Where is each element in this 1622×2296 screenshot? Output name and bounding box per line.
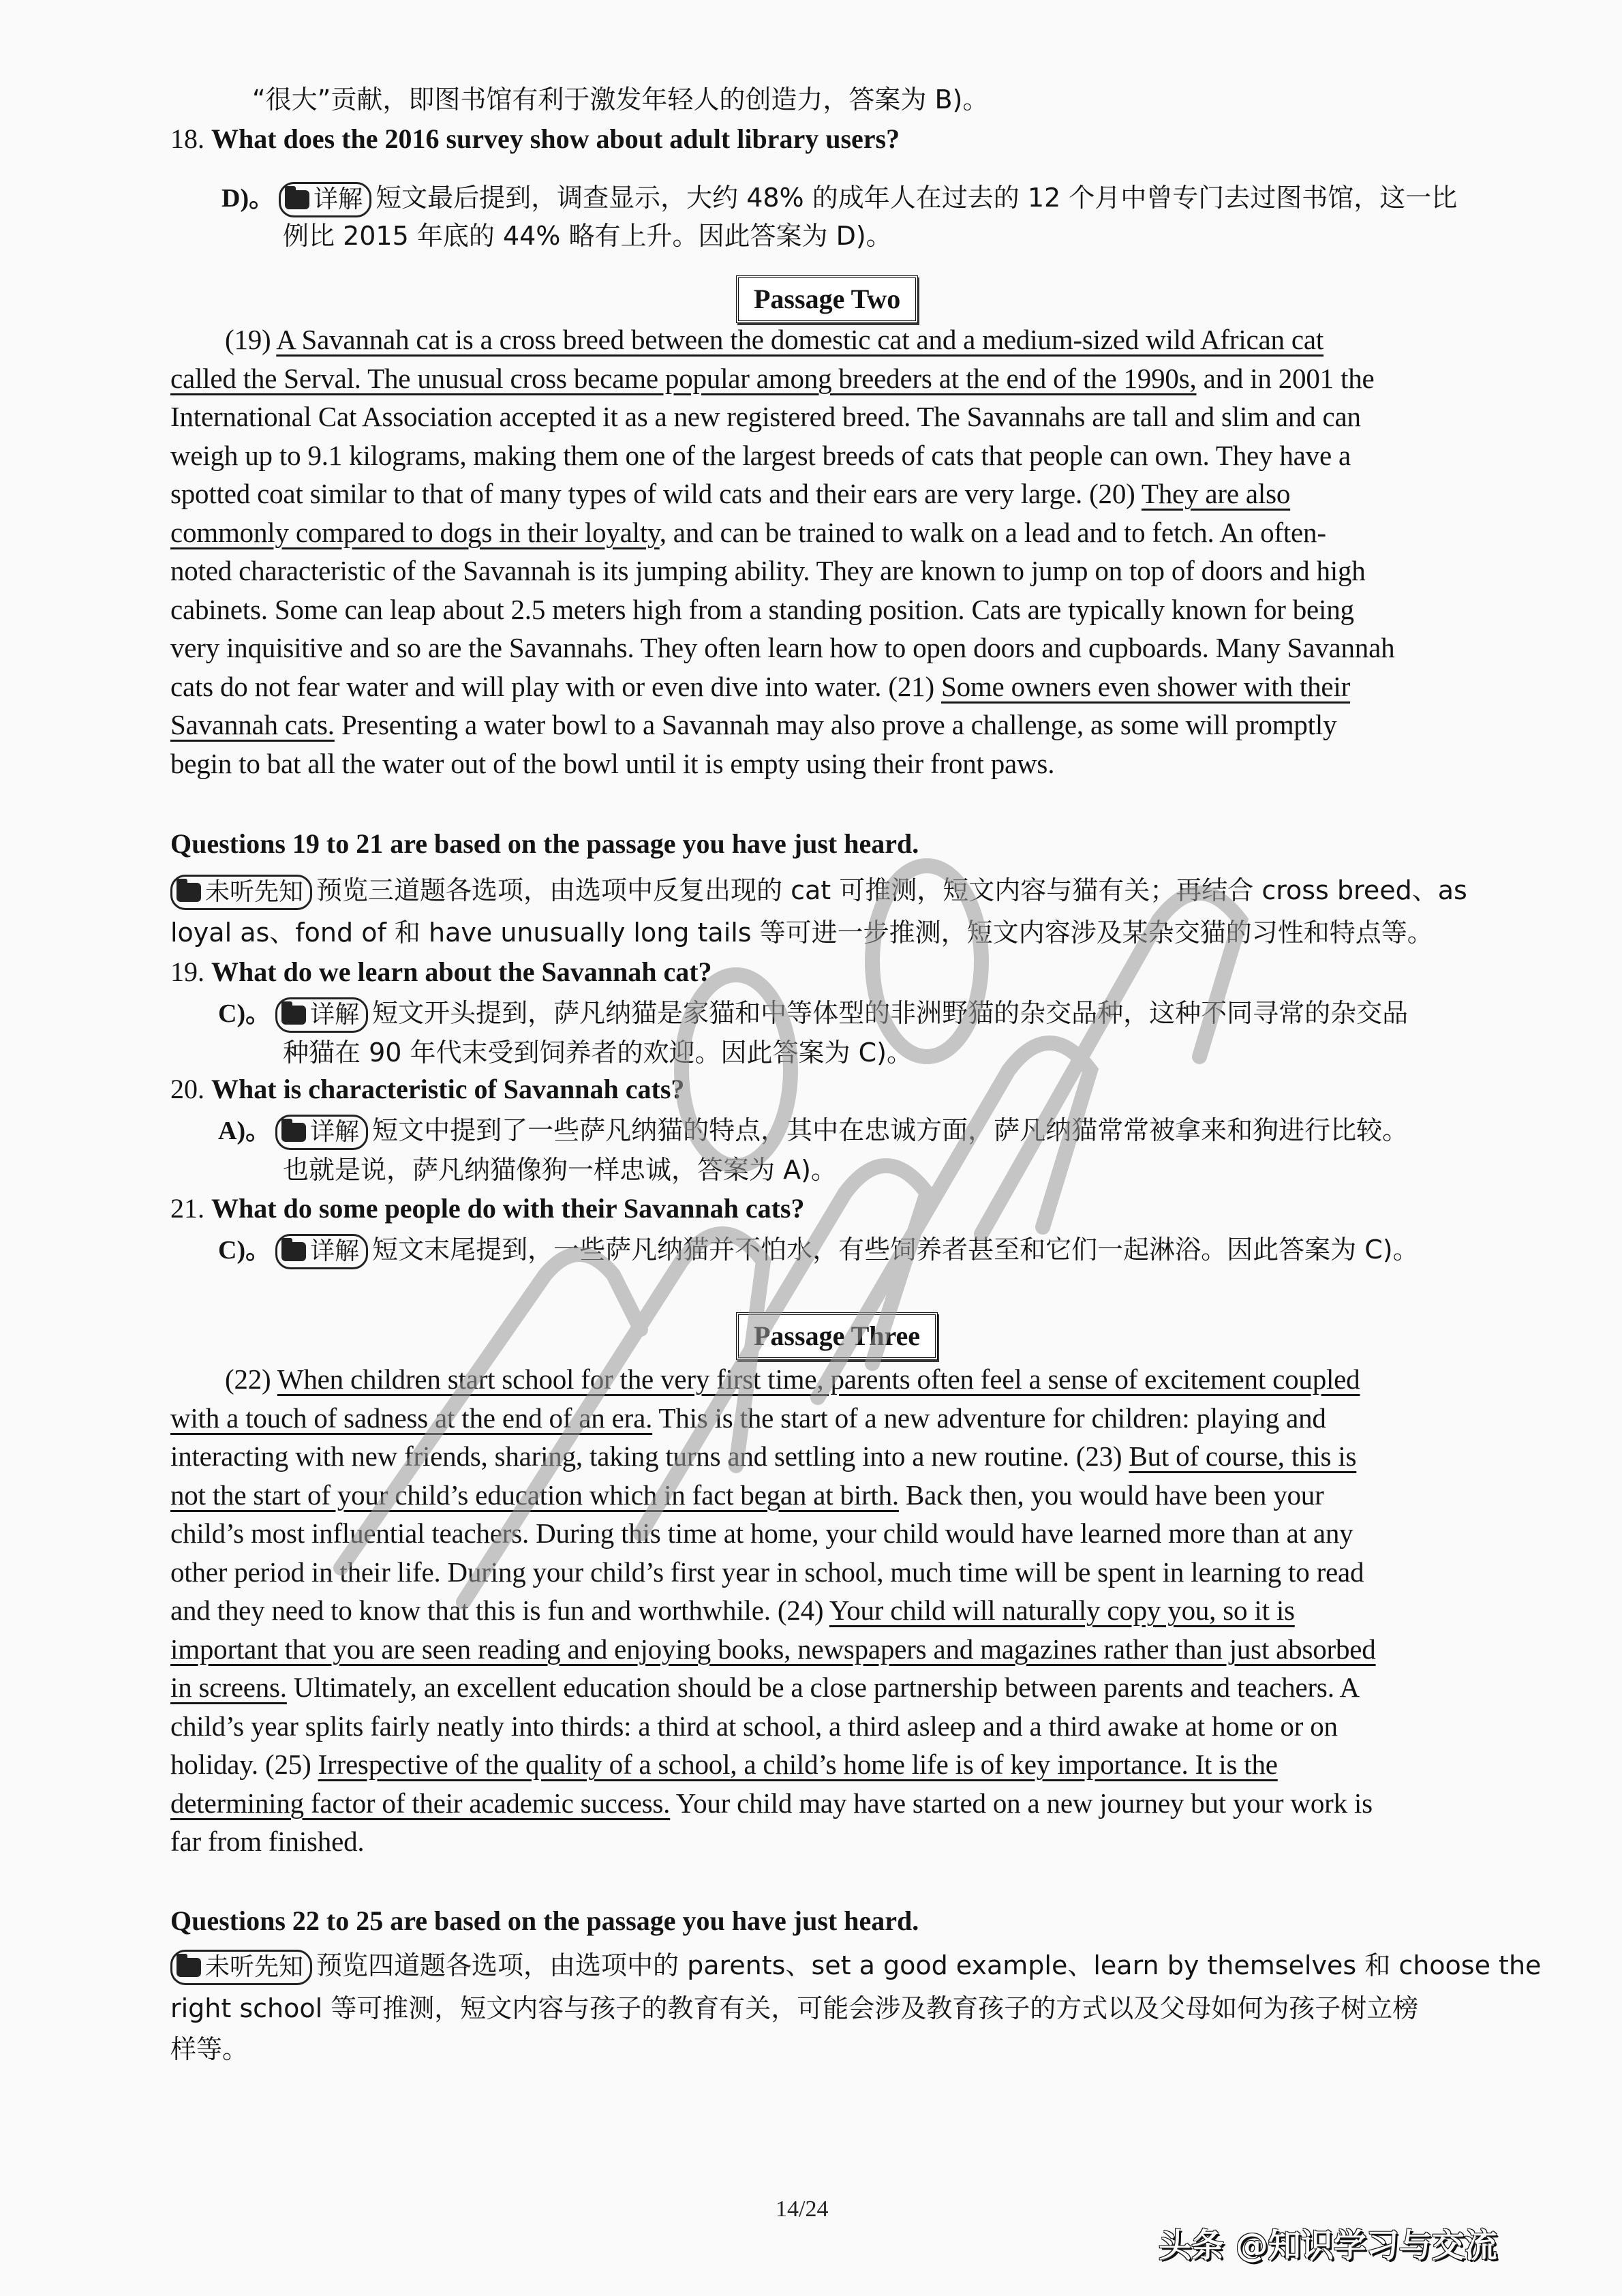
passage-line (170, 513, 1326, 552)
underlined-key-sentence: important that you are seen reading and enjoying books, newspapers and magazines rather than just absorbed (170, 1633, 1376, 1665)
question-21 (170, 1190, 804, 1228)
explanation-line2: 也就是说，萨凡纳猫像狗一样忠诚，答案为 A)。 (283, 1155, 837, 1185)
folder-icon (281, 1123, 306, 1142)
passage-text: interacting with new friends, sharing, taking turns and settling into a new routine. (23) (170, 1440, 1129, 1472)
passage-line (170, 1553, 1364, 1591)
folder-icon (177, 1958, 201, 1977)
passage-text: weigh up to 9.1 kilograms, making them one of the largest breeds of cats that people can own. They have a (170, 439, 1351, 471)
question-number: 18. (170, 123, 204, 154)
passage-line (170, 397, 1361, 436)
passage-line (170, 629, 1394, 667)
passage-line (170, 1668, 1360, 1706)
folder-icon (285, 190, 309, 209)
preview-19-21: 未听先知 预览三道题各选项，由选项中反复出现的 cat 可推测，短文内容与猫有关；再结合 cross breed、as (170, 871, 1467, 910)
explanation-text: 短文开头提到，萨凡纳猫是家猫和中等体型的非洲野猫的杂交品种，这种不同寻常的杂交品 (372, 998, 1409, 1028)
passage-text: and in 2001 the (1196, 362, 1375, 394)
passage-text: and they need to know that this is fun and worthwhile. (24) (170, 1595, 829, 1626)
preview-tag: 未听先知 (170, 875, 312, 910)
explain-tag: 详解 (279, 182, 371, 217)
question-text: What does the 2016 survey show about adult library users? (211, 123, 900, 154)
passage-text: cats do not fear water and will play with or even dive into water. (21) (170, 670, 941, 702)
passage-line (170, 1707, 1338, 1745)
passage-text: noted characteristic of the Savannah is its jumping ability. They are known to jump on top of doors and high (170, 555, 1366, 586)
passage-line (170, 1514, 1353, 1552)
passage-line (170, 1630, 1376, 1668)
passage-line (170, 1399, 1326, 1437)
underlined-key-sentence: in screens. (170, 1672, 287, 1703)
answer-letter: A)。 (218, 1117, 272, 1145)
passage-line (170, 436, 1351, 474)
passage-line (170, 1822, 364, 1860)
explanation-text: 短文中提到了一些萨凡纳猫的特点，其中在忠诚方面，萨凡纳猫常常被拿来和狗进行比较。 (372, 1115, 1409, 1145)
underlined-key-sentence: They are also (1141, 478, 1291, 509)
passage-text: Your child may have started on a new journey but your work is (670, 1787, 1373, 1819)
questions-22-25-intro: Questions 22 to 25 are based on the passage you have just heard. (170, 1905, 919, 1936)
folder-icon (281, 1242, 306, 1261)
passage-line (170, 552, 1366, 590)
passage-text: other period in their life. During your child’s first year in school, much time will be spent in learning to read (170, 1556, 1364, 1588)
passage-text: (19) (225, 324, 277, 355)
explanation-text: 短文最后提到，调查显示，大约 48% 的成年人在过去的 12 个月中曾专门去过图书馆，这一比 (376, 183, 1458, 213)
question-number: 20. (170, 1074, 204, 1104)
underlined-key-sentence: When children start school for the very first time, parents often feel a sense of excitement coupled (277, 1363, 1360, 1395)
answer-letter: C)。 (218, 999, 272, 1028)
preview-22-25: 未听先知 预览四道题各选项，由选项中的 parents、set a good example、learn by themselves 和 choose the (170, 1946, 1541, 1985)
explain-tag: 详解 (275, 1234, 368, 1269)
underlined-key-sentence: But of course, this is (1129, 1440, 1357, 1472)
explanation-line2: 种猫在 90 年代末受到饲养者的欢迎。因此答案为 C)。 (283, 1038, 913, 1068)
passage-text: International Cat Association accepted it as a new registered breed. The Savannahs are tall and slim and can (170, 401, 1361, 432)
passage-line (170, 1745, 1278, 1783)
answer-letter: C)。 (218, 1236, 272, 1265)
question-20 (170, 1070, 684, 1108)
passage-line (170, 744, 1054, 783)
passage-line (170, 1784, 1373, 1822)
passage-text: , and can be trained to walk on a lead and to fetch. An often- (659, 516, 1326, 548)
underlined-key-sentence: with a touch of sadness at the end of an era. (170, 1402, 653, 1434)
passage-text: far from finished. (170, 1826, 365, 1857)
underlined-key-sentence: not the start of your child’s education which in fact began at birth. (170, 1479, 899, 1511)
questions-19-21-intro: Questions 19 to 21 are based on the passage you have just heard. (170, 828, 919, 859)
passage-line (170, 359, 1375, 397)
underlined-key-sentence: called the Serval. The unusual cross became popular among breeders at the end of the 1990s, (170, 362, 1197, 394)
preview-22-25-line2: right school 等可推测，短文内容与孩子的教育有关，可能会涉及教育孩子的方式以及父母如何为孩子树立榜 (170, 1993, 1419, 2023)
underlined-key-sentence: determining factor of their academic success. (170, 1787, 671, 1819)
passage-line (170, 474, 1290, 513)
passage-text: This is the start of a new adventure for children: playing and (652, 1402, 1326, 1434)
preview-22-25-line3: 样等。 (170, 2034, 249, 2064)
passage-line (170, 706, 1336, 744)
underlined-key-sentence: A Savannah cat is a cross breed between the domestic cat and a medium-sized wild African cat (276, 324, 1324, 355)
page-number: 14/24 (776, 2196, 829, 2222)
answer-explanation (218, 1111, 1408, 1150)
folder-icon (281, 1006, 306, 1025)
explanation-text: 短文末尾提到，一些萨凡纳猫并不怕水，有些饲养者甚至和它们一起淋浴。因此答案为 C)。 (372, 1235, 1419, 1265)
passage-line (225, 1360, 1360, 1398)
q18-explanation (221, 179, 1457, 217)
underlined-key-sentence: Your child will naturally copy you, so it is (829, 1595, 1295, 1626)
passage-line (170, 667, 1350, 706)
answer-letter: D)。 (221, 184, 275, 213)
passage-text: cabinets. Some can leap about 2.5 meters high from a standing position. Cats are typically known for being (170, 593, 1354, 625)
question-number: 19. (170, 956, 204, 987)
passage-text: Ultimately, an excellent education should be a close partnership between parents and teachers. A (286, 1672, 1360, 1703)
explain-tag: 详解 (275, 1115, 368, 1150)
passage-line (170, 1591, 1295, 1629)
underlined-key-sentence: Some owners even shower with their (940, 670, 1351, 702)
passage-text: holiday. (25) (170, 1749, 318, 1780)
question-text: What do we learn about the Savannah cat? (211, 956, 712, 987)
passage-line (225, 320, 1323, 359)
passage-text: Back then, you would have been your (898, 1479, 1324, 1511)
underlined-key-sentence: commonly compared to dogs in their loyalty (170, 516, 660, 548)
passage-text: child’s most influential teachers. During this time at home, your child would have learned more than at any (170, 1517, 1353, 1549)
preview-19-21-line2: loyal as、fond of 和 have unusually long tails 等可进一步推测，短文内容涉及某杂交猫的习性和特点等。 (170, 918, 1433, 948)
passage-text: child’s year splits fairly neatly into thirds: a third at school, a third asleep and a third awake at home or on (170, 1710, 1338, 1742)
q18-question (170, 120, 900, 158)
passage-text: very inquisitive and so are the Savannahs. They often learn how to open doors and cupboards. Many Savannah (170, 632, 1395, 663)
underlined-key-sentence: Irrespective of the quality of a school, a child’s home life is of key importance. It is the (318, 1749, 1278, 1780)
question-text: What do some people do with their Savannah cats? (211, 1193, 805, 1224)
question-text: What is characteristic of Savannah cats? (211, 1074, 685, 1104)
question-19 (170, 953, 712, 991)
passage-line (170, 1437, 1356, 1475)
folder-icon (177, 883, 201, 902)
passage-three-heading: Passage Three (736, 1312, 938, 1360)
answer-explanation (218, 1230, 1419, 1269)
passage-text: (22) (225, 1363, 277, 1395)
passage-text: begin to bat all the water out of the bowl until it is empty using their front paws. (170, 747, 1055, 779)
question-number: 21. (170, 1193, 204, 1224)
q17-explanation-tail: “很大”贡献，即图书馆有利于激发年轻人的创造力，答案为 B)。 (252, 85, 989, 115)
source-watermark: 头条 @知识学习与交流 (1159, 2226, 1497, 2265)
passage-line (170, 1476, 1324, 1514)
passage-two-heading: Passage Two (736, 275, 918, 323)
preview-tag: 未听先知 (170, 1950, 312, 1985)
passage-text: spotted coat similar to that of many types of wild cats and their ears are very large. (20) (170, 478, 1142, 509)
explain-tag: 详解 (275, 997, 368, 1033)
passage-line (170, 590, 1354, 629)
passage-text: Presenting a water bowl to a Savannah may also prove a challenge, as some will promptly (334, 709, 1337, 740)
answer-explanation (218, 994, 1408, 1033)
underlined-key-sentence: Savannah cats. (170, 709, 335, 740)
q18-explanation-line2: 例比 2015 年底的 44% 略有上升。因此答案为 D)。 (283, 221, 892, 251)
